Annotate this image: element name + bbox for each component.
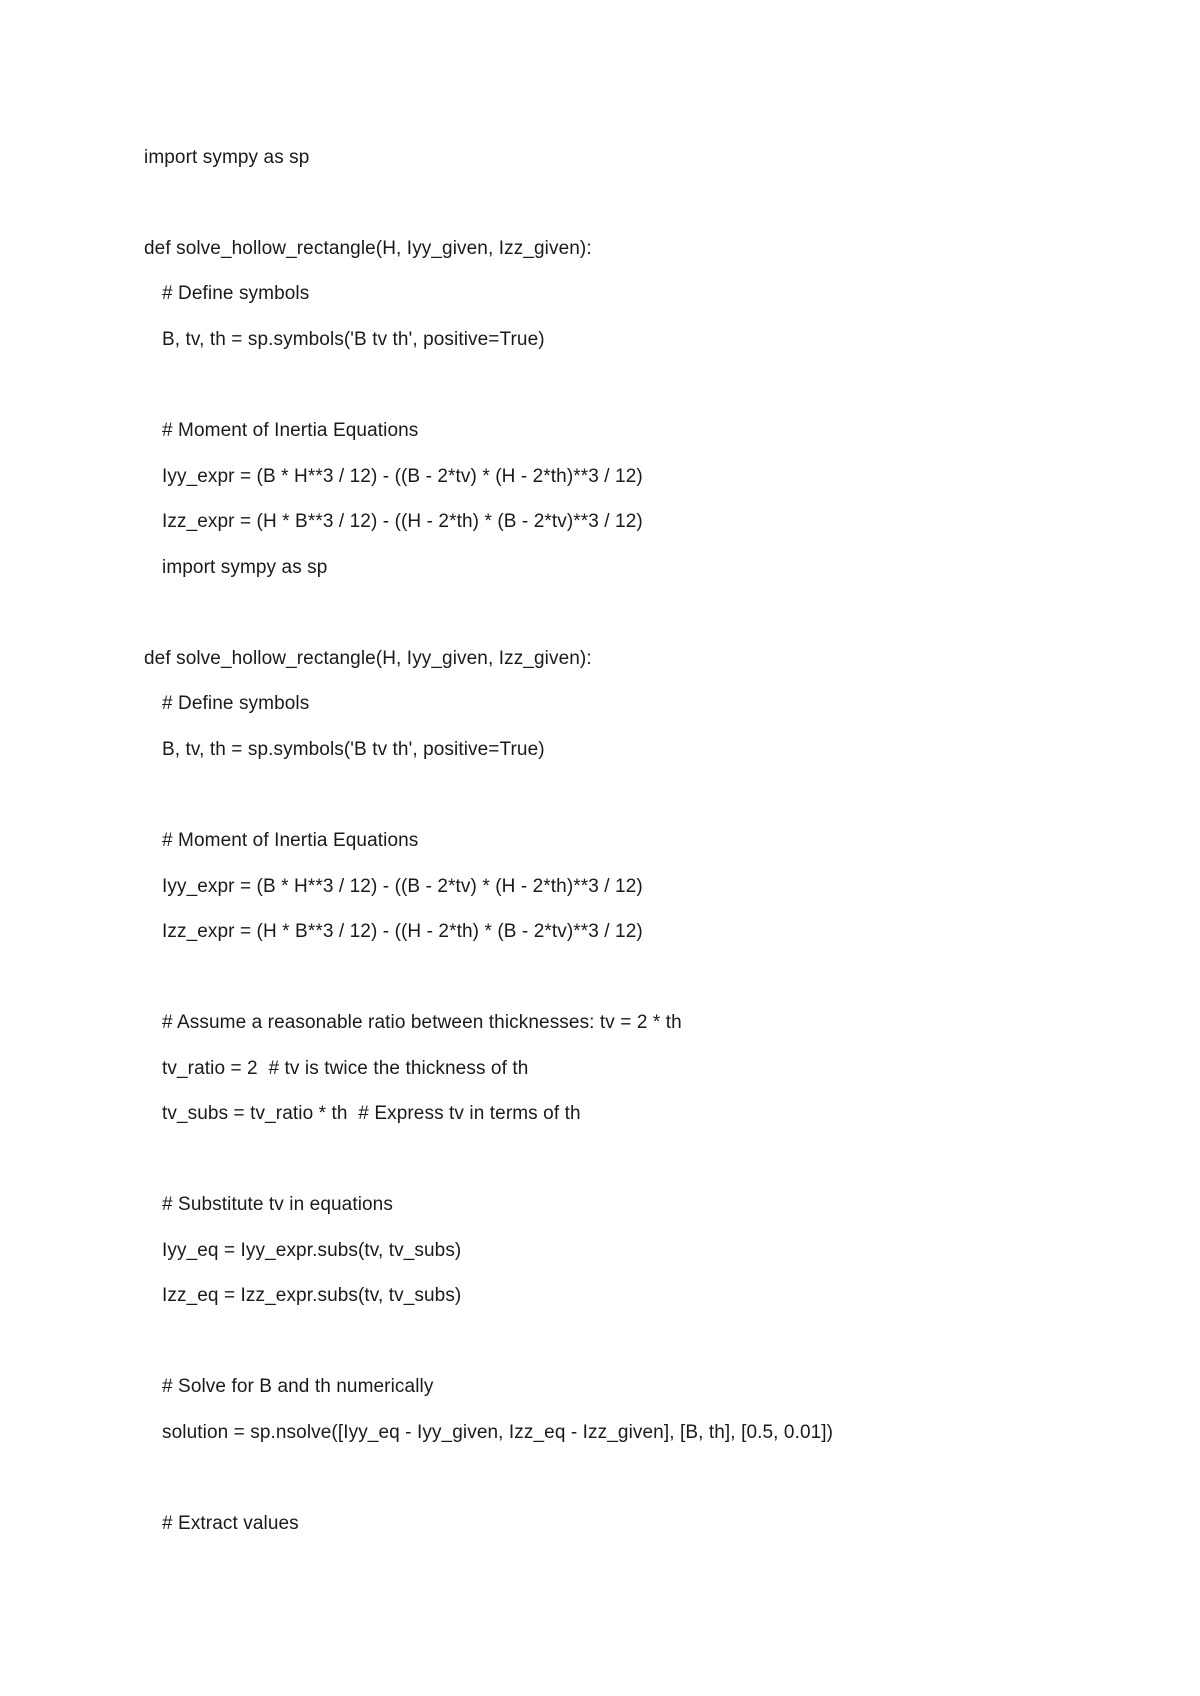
code-comment: # Define symbols <box>162 693 310 714</box>
code-line: Izz_expr = (H * B**3 / 12) - ((H - 2*th) * (B - 2*tv)**3 / 12) <box>162 511 643 532</box>
code-line: Izz_expr = (H * B**3 / 12) - ((H - 2*th) * (B - 2*tv)**3 / 12) <box>162 921 643 942</box>
code-comment: # Define symbols <box>162 283 310 304</box>
code-line: import sympy as sp <box>162 557 328 578</box>
code-line: tv_subs = tv_ratio * th # Express tv in terms of th <box>162 1103 581 1124</box>
code-comment: # Assume a reasonable ratio between thicknesses: tv = 2 * th <box>162 1012 682 1033</box>
code-line: B, tv, th = sp.symbols('B tv th', positive=True) <box>162 739 545 760</box>
code-line: B, tv, th = sp.symbols('B tv th', positive=True) <box>162 329 545 350</box>
code-comment: # Moment of Inertia Equations <box>162 420 419 441</box>
code-comment: # Substitute tv in equations <box>162 1194 393 1215</box>
code-line: Izz_eq = Izz_expr.subs(tv, tv_subs) <box>162 1285 462 1306</box>
code-line: def solve_hollow_rectangle(H, Iyy_given, Izz_given): <box>144 238 592 259</box>
code-line: def solve_hollow_rectangle(H, Iyy_given, Izz_given): <box>144 648 592 669</box>
code-line: tv_ratio = 2 # tv is twice the thickness of th <box>162 1058 529 1079</box>
code-line: Iyy_eq = Iyy_expr.subs(tv, tv_subs) <box>162 1240 462 1261</box>
code-comment: # Solve for B and th numerically <box>162 1376 434 1397</box>
code-line: import sympy as sp <box>144 147 310 168</box>
code-line: Iyy_expr = (B * H**3 / 12) - ((B - 2*tv) * (H - 2*th)**3 / 12) <box>162 876 643 897</box>
code-line: solution = sp.nsolve([Iyy_eq - Iyy_given, Izz_eq - Izz_given], [B, th], [0.5, 0.01]) <box>162 1422 834 1443</box>
code-comment: # Moment of Inertia Equations <box>162 830 419 851</box>
code-line: Iyy_expr = (B * H**3 / 12) - ((B - 2*tv) * (H - 2*th)**3 / 12) <box>162 466 643 487</box>
code-comment: # Extract values <box>162 1513 299 1534</box>
